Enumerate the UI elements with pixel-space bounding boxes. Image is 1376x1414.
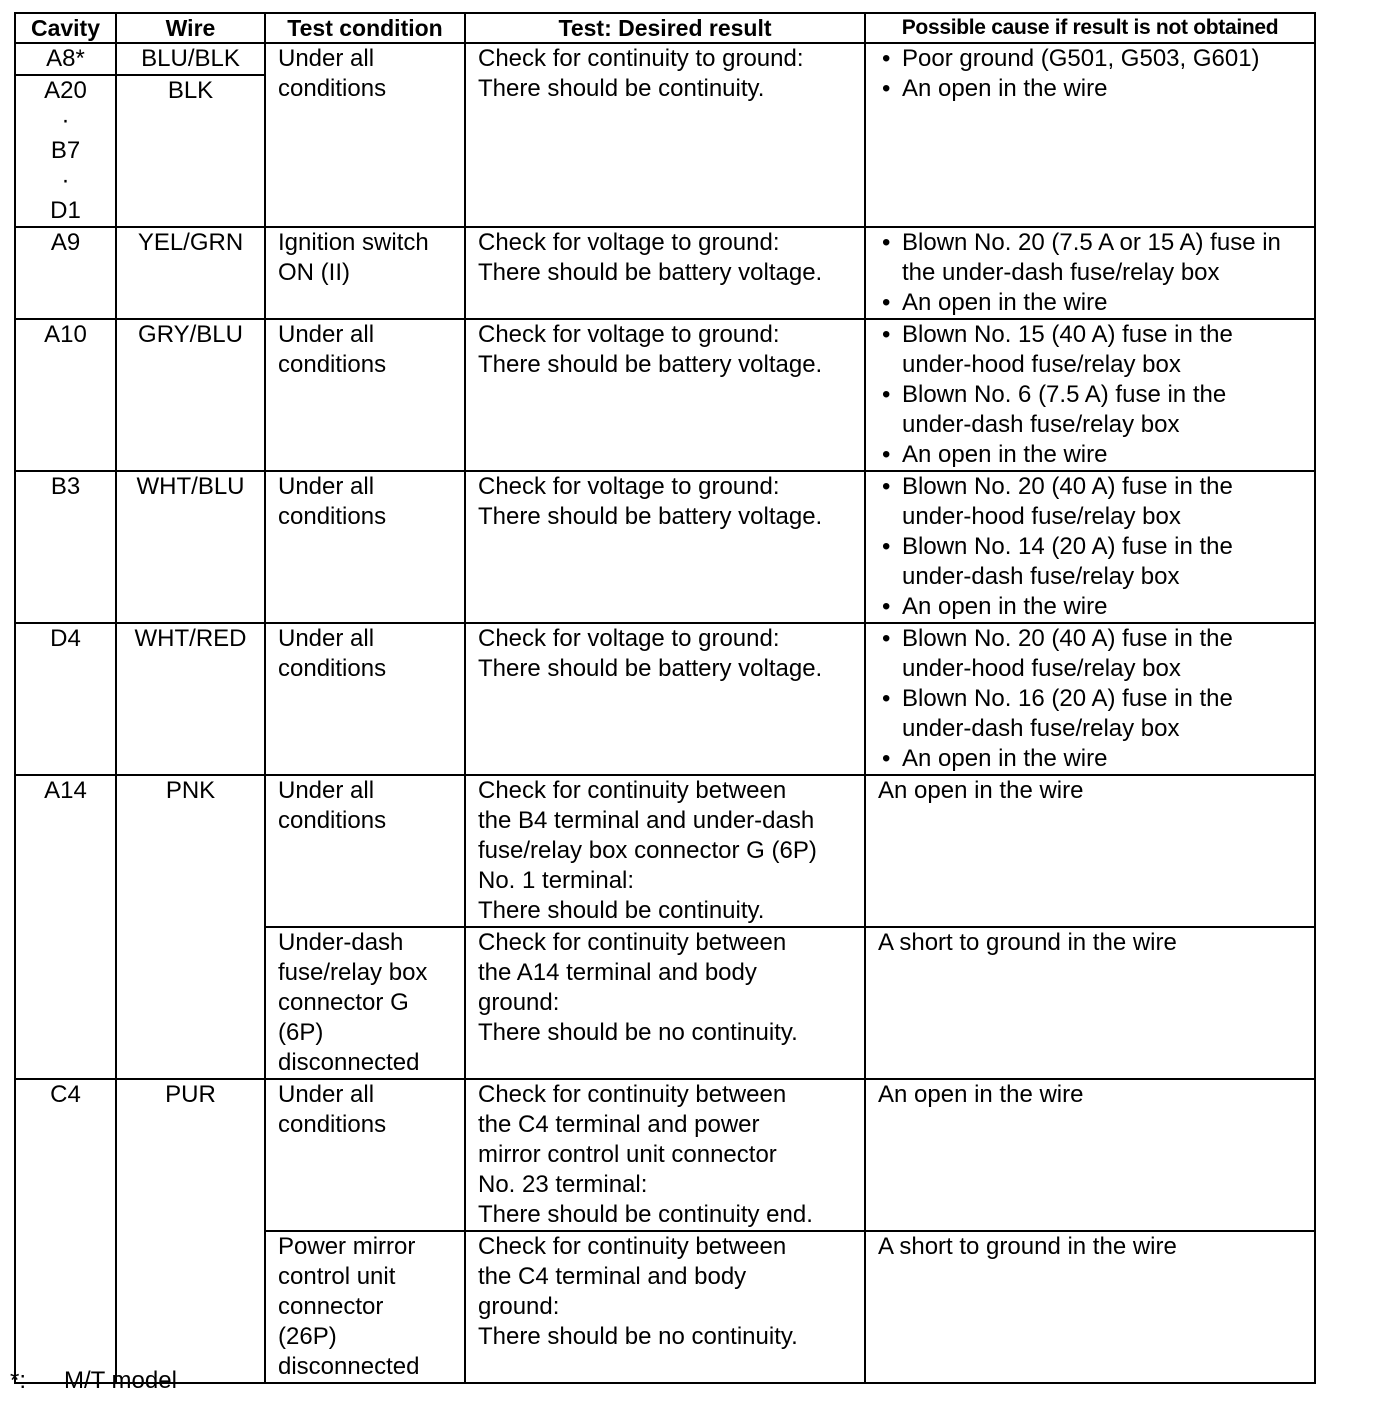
result-cell: Check for continuity between the B4 terminal and under-dash fuse/relay box connector G (6P) No. 1 terminal: There should be continuity. — [465, 775, 865, 927]
cause-list — [878, 320, 1302, 470]
header-possible-cause: Possible cause if result is not obtained — [865, 13, 1315, 43]
cause-cell: A short to ground in the wire — [865, 927, 1315, 1079]
table-row — [15, 623, 1315, 775]
cavity-cell: B3 — [15, 471, 116, 623]
list-item: • An open in the wire — [878, 74, 1302, 104]
wire-cell: YEL/GRN — [116, 227, 265, 319]
table-row — [15, 775, 1315, 927]
wire-cell: PUR — [116, 1079, 265, 1383]
result-cell: Check for continuity between the A14 terminal and body ground: There should be no continuity. — [465, 927, 865, 1079]
cause-cell — [865, 319, 1315, 471]
footnote — [10, 1366, 177, 1396]
wire-cell: WHT/RED — [116, 623, 265, 775]
list-item: • Blown No. 20 (40 A) fuse in the under-hood fuse/relay box — [878, 472, 1302, 532]
condition-cell: Under all conditions — [265, 319, 465, 471]
condition-cell: Under all conditions — [265, 1079, 465, 1231]
table-row — [15, 319, 1315, 471]
result-cell: Check for continuity to ground: There should be continuity. — [465, 43, 865, 227]
wire-cell: WHT/BLU — [116, 471, 265, 623]
table-row — [15, 43, 1315, 227]
condition-cell: Under-dash fuse/relay box connector G (6P) disconnected — [265, 927, 465, 1079]
cavity-cell: D4 — [15, 623, 116, 775]
condition-cell: Under all conditions — [265, 775, 465, 927]
list-item: • Poor ground (G501, G503, G601) — [878, 44, 1302, 74]
result-cell: Check for continuity between the C4 terminal and body ground: There should be no continuity. — [465, 1231, 865, 1383]
cause-cell: An open in the wire — [865, 775, 1315, 927]
footnote-text: M/T model — [64, 1367, 177, 1394]
condition-cell: Under all conditions — [265, 471, 465, 623]
cavity-cell: A14 — [15, 775, 116, 1079]
cavity-cell: A10 — [15, 319, 116, 471]
result-cell: Check for voltage to ground: There should be battery voltage. — [465, 227, 865, 319]
cause-cell — [865, 623, 1315, 775]
condition-cell: Power mirror control unit connector (26P) disconnected — [265, 1231, 465, 1383]
cause-list — [878, 228, 1302, 318]
list-item: • Blown No. 16 (20 A) fuse in the under-dash fuse/relay box — [878, 684, 1302, 744]
wire-cell — [116, 43, 265, 227]
cavity-a8: A8* — [16, 44, 115, 76]
header-test-condition: Test condition — [265, 13, 465, 43]
result-cell: Check for voltage to ground: There should be battery voltage. — [465, 623, 865, 775]
list-item: • An open in the wire — [878, 288, 1302, 318]
condition-cell: Under all conditions — [265, 623, 465, 775]
wire-cell: GRY/BLU — [116, 319, 265, 471]
list-item: • Blown No. 14 (20 A) fuse in the under-dash fuse/relay box — [878, 532, 1302, 592]
header-row — [15, 13, 1315, 43]
table-row — [15, 471, 1315, 623]
list-item: • An open in the wire — [878, 744, 1302, 774]
footnote-mark: *: — [10, 1367, 27, 1394]
cause-cell — [865, 43, 1315, 227]
wire-cell: PNK — [116, 775, 265, 1079]
result-cell: Check for voltage to ground: There should be battery voltage. — [465, 471, 865, 623]
wire-blk: BLK — [167, 77, 214, 104]
cavity-cell: C4 — [15, 1079, 116, 1383]
list-item: • Blown No. 20 (40 A) fuse in the under-hood fuse/relay box — [878, 624, 1302, 684]
cavity-cell: A8* A20 · B7 · D1 — [15, 43, 116, 227]
result-cell: Check for continuity between the C4 terminal and power mirror control unit connector No. 23 terminal: There should be continuity end. — [465, 1079, 865, 1231]
list-item: • An open in the wire — [878, 592, 1302, 622]
header-desired-result: Test: Desired result — [465, 13, 865, 43]
cause-cell: A short to ground in the wire — [865, 1231, 1315, 1383]
table-row — [15, 1079, 1315, 1231]
cause-cell — [865, 227, 1315, 319]
cause-list — [878, 624, 1302, 774]
wiring-test-table — [14, 12, 1316, 1384]
cause-cell: An open in the wire — [865, 1079, 1315, 1231]
table-row — [15, 227, 1315, 319]
list-item: • Blown No. 15 (40 A) fuse in the under-hood fuse/relay box — [878, 320, 1302, 380]
cause-list — [878, 472, 1302, 622]
condition-cell: Under all conditions — [265, 43, 465, 227]
list-item: • An open in the wire — [878, 440, 1302, 470]
cavity-cell: A9 — [15, 227, 116, 319]
result-cell: Check for voltage to ground: There should be battery voltage. — [465, 319, 865, 471]
list-item: • Blown No. 20 (7.5 A or 15 A) fuse in the under-dash fuse/relay box — [878, 228, 1302, 288]
condition-cell: Ignition switch ON (II) — [265, 227, 465, 319]
list-item: • Blown No. 6 (7.5 A) fuse in the under-dash fuse/relay box — [878, 380, 1302, 440]
cause-list — [878, 44, 1302, 104]
cause-cell — [865, 471, 1315, 623]
header-cavity: Cavity — [15, 13, 116, 43]
wire-blu-blk: BLU/BLK — [117, 44, 264, 76]
header-wire: Wire — [116, 13, 265, 43]
